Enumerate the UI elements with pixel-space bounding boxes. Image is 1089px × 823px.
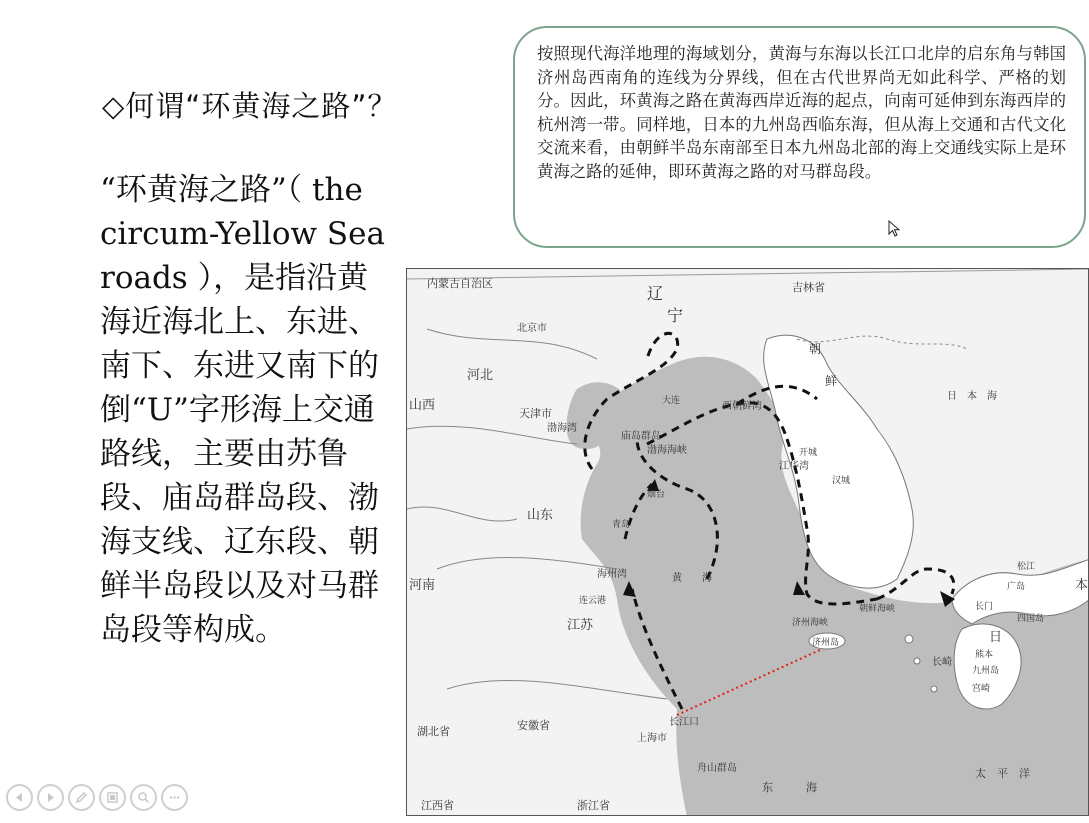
label-inner-mongolia: 内蒙古自治区 bbox=[427, 277, 493, 290]
label-beijing: 北京市 bbox=[517, 323, 547, 334]
label-xian: 鲜 bbox=[825, 374, 838, 388]
label-nagasaki: 长崎 bbox=[932, 657, 952, 668]
previous-icon[interactable] bbox=[6, 784, 33, 811]
more-icon[interactable] bbox=[161, 784, 188, 811]
label-yantai: 烟台 bbox=[647, 490, 666, 500]
map-svg bbox=[407, 269, 1089, 816]
label-kyushu: 九州岛 bbox=[972, 666, 1000, 676]
label-zhejiang: 浙江省 bbox=[577, 799, 610, 812]
label-shanghai: 上海市 bbox=[637, 733, 667, 744]
label-dalian: 大连 bbox=[662, 396, 681, 406]
label-lianyungang: 连云港 bbox=[579, 596, 607, 606]
label-chao: 朝 bbox=[809, 342, 822, 356]
yellow-sea-route-map bbox=[406, 268, 1089, 816]
label-qingdao: 青岛 bbox=[612, 520, 631, 530]
note-text: 按照现代海洋地理的海域划分，黄海与东海以长江口北岸的启东角与韩国济州岛西南角的连线为分界线，但在古代世界尚无如此科学、严格的划分。因此，环黄海之路在黄海西岸近海的起点，向南可延伸到东海西岸的杭州湾一带。同样地，日本的九州岛西临东海，但从海上交通和古代文化交流来看，由朝鲜半岛东南部至日本九州岛北部的海上交通线实际上是环黄海之路的延伸，即环黄海之路的对马群岛段。 bbox=[537, 44, 1066, 181]
label-anhui: 安徽省 bbox=[517, 719, 550, 732]
label-liaoning: 辽 bbox=[647, 284, 664, 303]
label-shandong: 山东 bbox=[527, 508, 554, 523]
label-nagato: 长门 bbox=[975, 602, 994, 612]
label-yangtze: 长江口 bbox=[669, 717, 699, 728]
label-bohai-strait: 渤海海峡 bbox=[647, 445, 687, 456]
pen-icon[interactable] bbox=[68, 784, 95, 811]
label-pacific: 太 平 洋 bbox=[975, 767, 1030, 780]
label-matsue: 松江 bbox=[1017, 562, 1036, 572]
label-kaicheng: 开城 bbox=[799, 448, 818, 458]
label-east-sea: 东 海 bbox=[762, 781, 817, 794]
label-sea-of-japan: 日 本 海 bbox=[947, 391, 997, 402]
label-zhoushan: 舟山群岛 bbox=[697, 763, 737, 774]
label-jiangxi: 江西省 bbox=[421, 799, 454, 812]
label-ning: 宁 bbox=[667, 306, 684, 325]
label-jiangshan-bay: 江华湾 bbox=[779, 461, 809, 472]
label-miyazaki: 宫崎 bbox=[972, 684, 991, 694]
label-henan: 河南 bbox=[409, 578, 436, 593]
label-jilin: 吉林省 bbox=[792, 281, 825, 294]
slides-icon[interactable] bbox=[99, 784, 126, 811]
note-callout bbox=[513, 26, 1086, 248]
mouse-cursor-icon bbox=[888, 220, 900, 238]
label-miaodao: 庙岛群岛 bbox=[621, 431, 661, 442]
label-hanshan: 汉城 bbox=[832, 476, 851, 486]
label-ben: 本 bbox=[1075, 578, 1089, 593]
label-shikoku: 四国岛 bbox=[1017, 614, 1045, 624]
label-hubei: 湖北省 bbox=[417, 725, 450, 738]
slide-heading: ◇何谓“环黄海之路”？ bbox=[102, 89, 398, 123]
label-bohai-bay: 渤海湾 bbox=[547, 423, 577, 434]
label-shanxi: 山西 bbox=[409, 398, 436, 413]
slide-body-text: “环黄海之路”（ the circum-Yellow Sea roads ），是指沿黄海近海北上、东进、南下、东进又南下的倒“U”字形海上交通路线，主要由苏鲁段、庙岛群岛段、渤海支线、辽东段、朝鲜半岛段以及对马群岛段等构成。 bbox=[100, 172, 385, 648]
label-korea-strait: 朝鲜海峡 bbox=[859, 604, 896, 614]
label-jeju-strait: 济州海峡 bbox=[792, 618, 829, 628]
label-west-korea-bay: 西朝鲜湾 bbox=[722, 401, 762, 412]
label-jeju: 济州岛 bbox=[812, 638, 840, 648]
zoom-icon[interactable] bbox=[130, 784, 157, 811]
label-haizhou-bay: 海州湾 bbox=[597, 569, 627, 580]
label-hiroshima: 广岛 bbox=[1007, 582, 1026, 592]
label-jiangsu: 江苏 bbox=[567, 618, 594, 633]
label-kumamoto: 熊本 bbox=[975, 650, 994, 660]
label-tianjin: 天津市 bbox=[519, 407, 552, 420]
slideshow-toolbar bbox=[6, 784, 188, 814]
label-ri: 日 bbox=[989, 630, 1003, 645]
label-hebei: 河北 bbox=[467, 368, 494, 383]
next-icon[interactable] bbox=[37, 784, 64, 811]
label-yellow-sea: 黄 海 bbox=[672, 573, 712, 584]
